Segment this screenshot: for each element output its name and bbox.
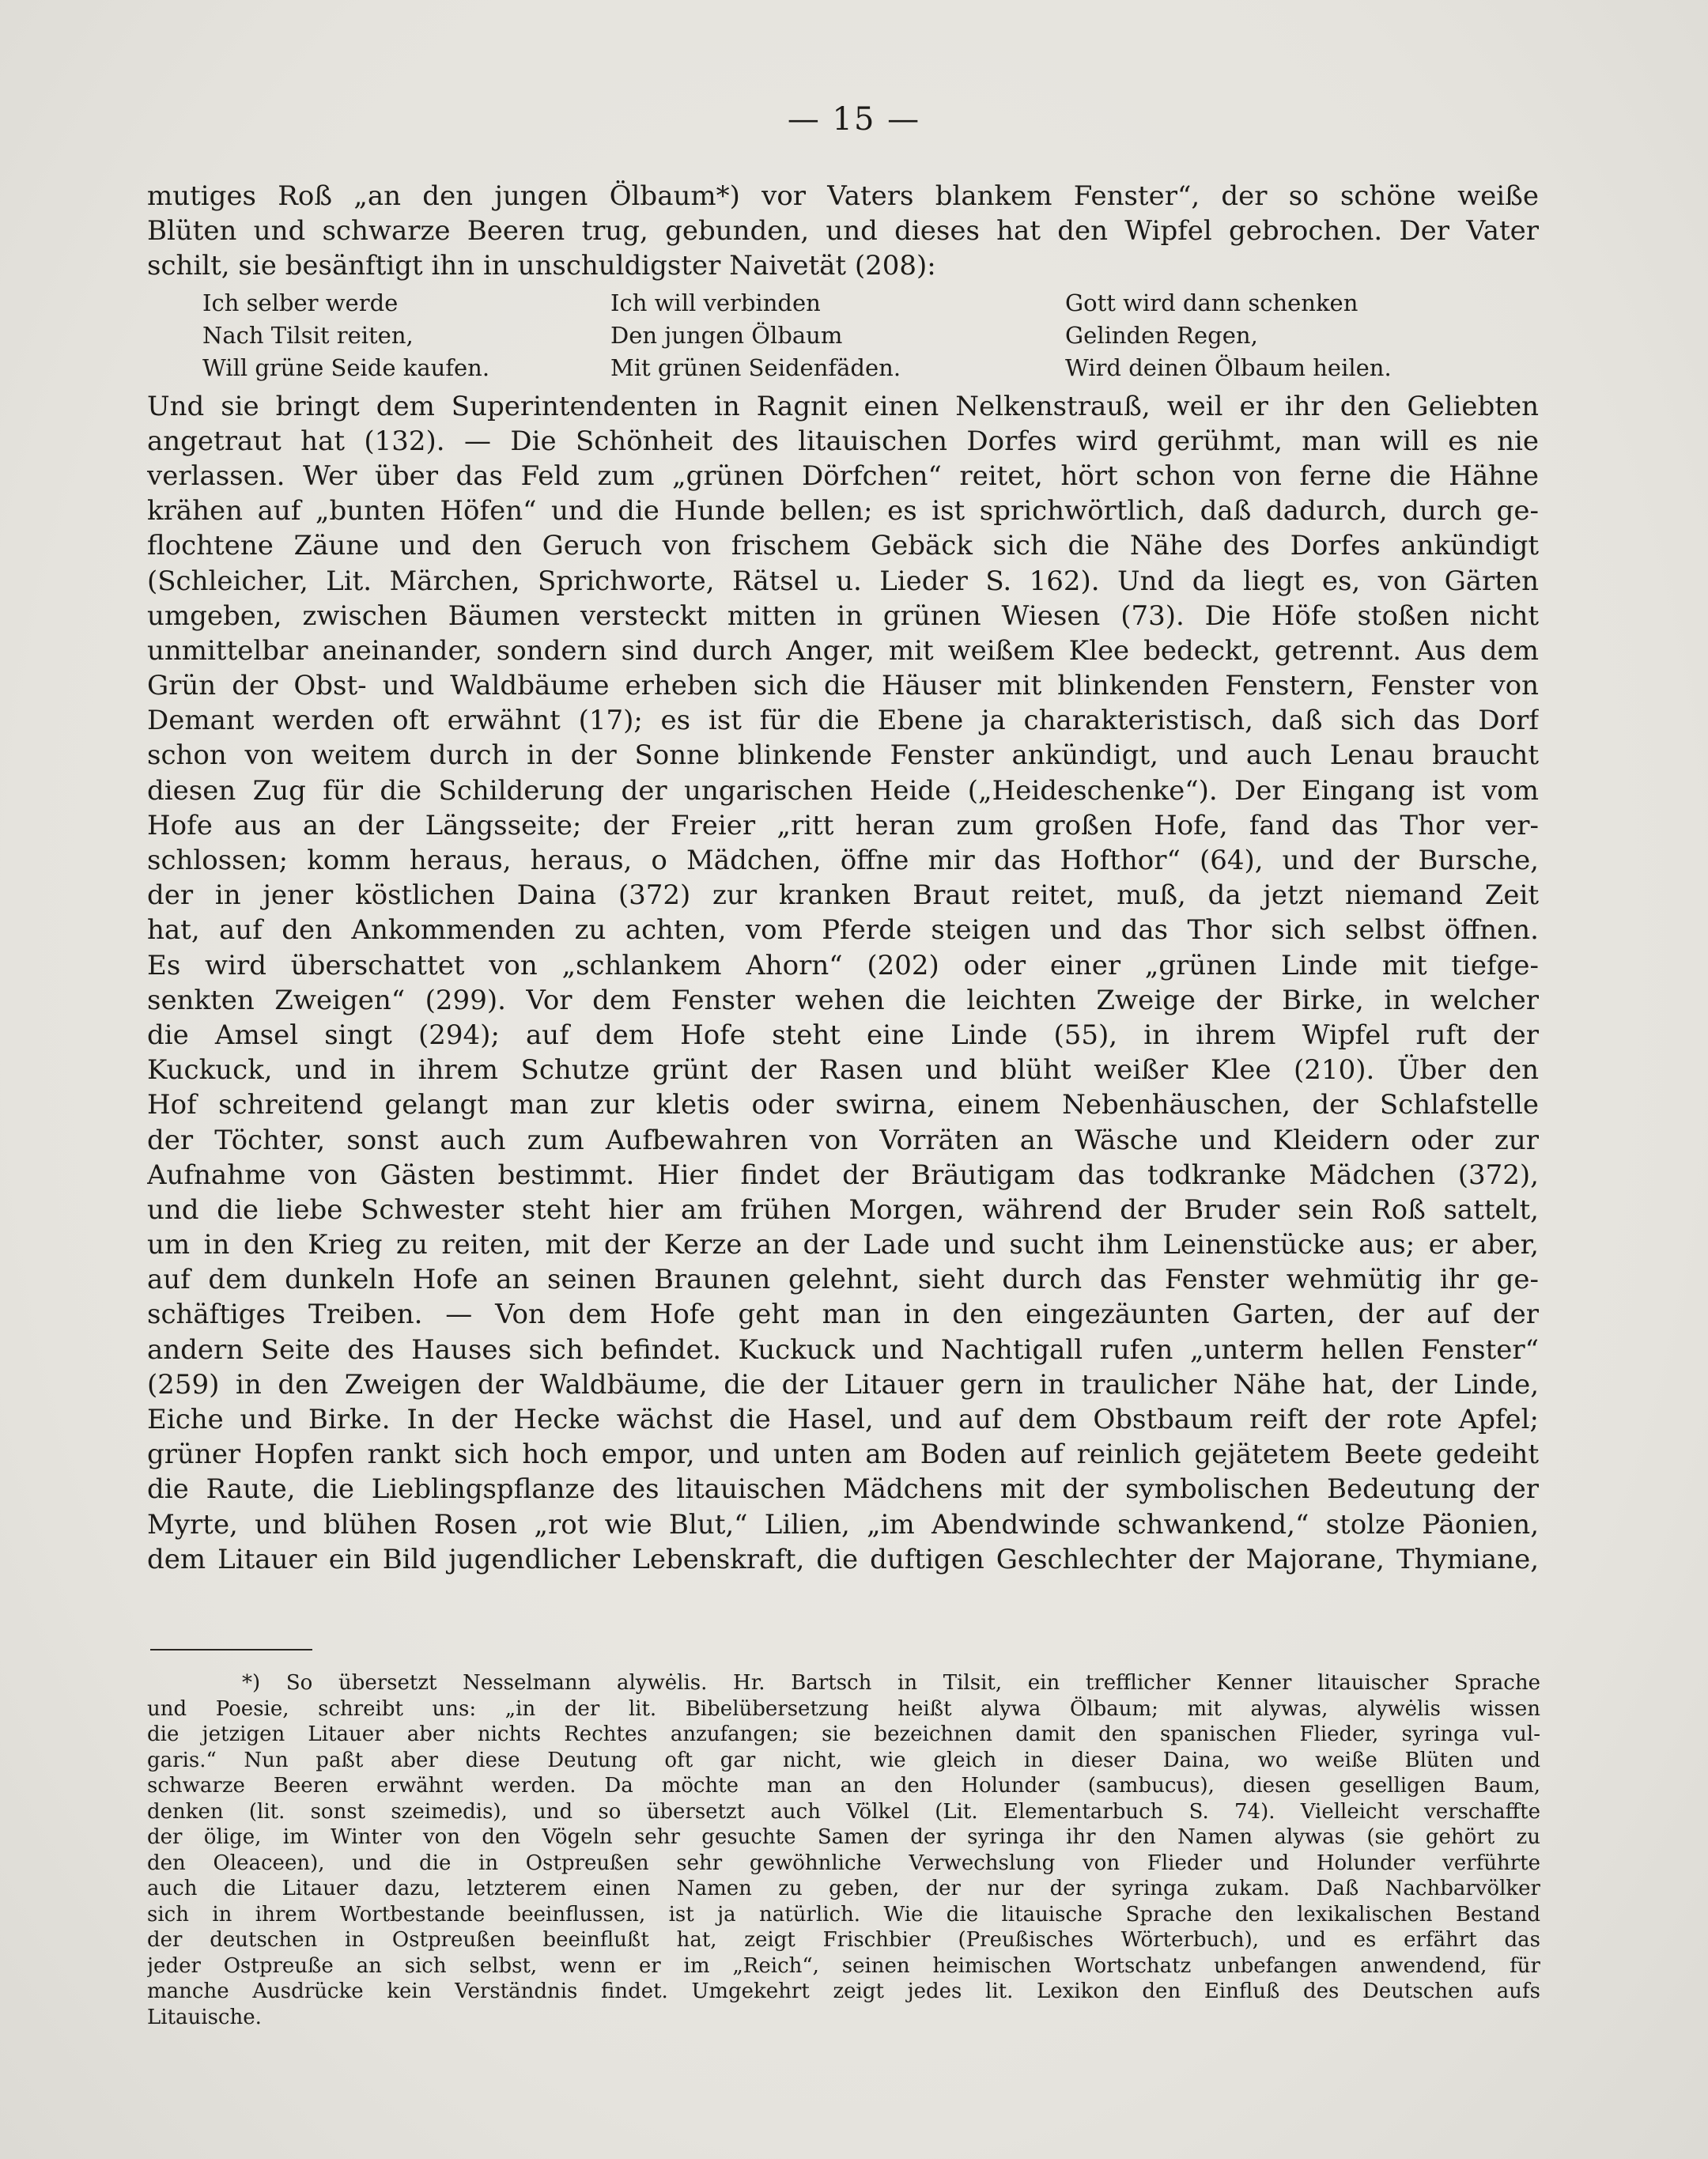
text-line: hat, auf den Ankommenden zu achten, vom Pferde steigen und das Thor sich selbst öffnen.	[147, 914, 1539, 947]
text-line: Und sie bringt dem Superintendenten in Ragnit einen Nelkenstrauß, weil er ihr den Geliebten	[147, 390, 1539, 422]
text-line: schilt, sie besänftigt ihn in unschuldigster Naivetät (208):	[147, 250, 936, 282]
verse-row	[147, 352, 1539, 384]
text-line: andern Seite des Hauses sich befindet. Kuckuck und Nachtigall rufen „unterm hellen Fenster“	[147, 1333, 1539, 1366]
verse-line: Den jungen Ölbaum	[610, 321, 843, 349]
text-line: auf dem dunkeln Hofe an seinen Braunen gelehnt, sieht durch das Fenster wehmütig ihr ge-	[147, 1264, 1539, 1296]
verse-row	[147, 287, 1539, 320]
text-line: schlossen; komm heraus, heraus, o Mädchen, öffne mir das Hofthor“ (64), und der Bursche,	[147, 845, 1539, 876]
footnote-line: und Poesie, schreibt uns: „in der lit. Bibelübersetzung heißt alywa Ölbaum; mit alywas, alywėlis wissen	[147, 1696, 1540, 1721]
verse-line: Gelinden Regen,	[1065, 321, 1258, 349]
footnote-line: garis.“ Nun paßt aber diese Deutung oft gar nicht, wie gleich in dieser Daina, wo weiße Blüten und	[147, 1748, 1540, 1772]
text-line: senkten Zweigen“ (299). Vor dem Fenster wehen die leichten Zweige der Birke, in welcher	[147, 984, 1539, 1016]
text-line: dem Litauer ein Bild jugendlicher Lebenskraft, die duftigen Geschlechter der Majorane, Thymiane,	[147, 1543, 1539, 1575]
text-line: der in jener köstlichen Daina (372) zur kranken Braut reitet, muß, da jetzt niemand Zeit	[147, 879, 1539, 912]
text-line: schäftiges Treiben. — Von dem Hofe geht man in den eingezäunten Garten, der auf der	[147, 1299, 1539, 1331]
text-line: die Raute, die Lieblingspflanze des litauischen Mädchens mit der symbolischen Bedeutung der	[147, 1473, 1539, 1506]
text-line: flochtene Zäune und den Geruch von frischem Gebäck sich die Nähe des Dorfes ankündigt	[147, 530, 1539, 562]
text-line: grüner Hopfen rankt sich hoch empor, und unten am Boden auf reinlich gejätetem Beete gedeiht	[147, 1439, 1539, 1471]
footnote-line: der deutschen in Ostpreußen beeinflußt hat, zeigt Frischbier (Preußisches Wörterbuch), und es erfährt das	[147, 1928, 1540, 1952]
footnote-line: *) So übersetzt Nesselmann alywėlis. Hr. Bartsch in Tilsit, ein trefflicher Kenner litauischer Sprache	[242, 1671, 1540, 1695]
verse-line: Will grüne Seide kaufen.	[202, 354, 490, 381]
text-line: schon von weitem durch in der Sonne blinkende Fenster ankündigt, und auch Lenau braucht	[147, 739, 1539, 772]
footnote-line: jeder Ostpreuße an sich selbst, wenn er im „Reich“, seinen heimischen Wortschatz unbefangen anwendend, für	[147, 1953, 1540, 1978]
verse-line: Nach Tilsit reiten,	[202, 321, 414, 349]
footnote-line: sich in ihrem Wortbestande beeinflussen, ist ja natürlich. Wie die litauische Sprache den lexikalischen Bestand	[147, 1902, 1540, 1926]
text-line: um in den Krieg zu reiten, mit der Kerze an der Lade und sucht ihm Leinenstücke aus; er aber,	[147, 1229, 1539, 1261]
text-line: Demant werden oft erwähnt (17); es ist für die Ebene ja charakteristisch, daß sich das Dorf	[147, 705, 1539, 737]
main-text	[147, 179, 1539, 1577]
verse-line: Ich selber werde	[202, 289, 399, 316]
text-line: (Schleicher, Lit. Märchen, Sprichworte, Rätsel u. Lieder S. 162). Und da liegt es, von Gärten	[147, 565, 1539, 597]
verse-line: Mit grünen Seidenfäden.	[610, 354, 901, 381]
verse-row	[147, 320, 1539, 352]
footnote-line: der ölige, im Winter von den Vögeln sehr gesuchte Samen der syringa ihr den Namen alywas (sie gehört zu	[147, 1825, 1540, 1849]
text-line: der Töchter, sonst auch zum Aufbewahren von Vorräten an Wäsche und Kleidern oder zur	[147, 1124, 1539, 1156]
text-line: Eiche und Birke. In der Hecke wächst die Hasel, und auf dem Obstbaum reift der rote Apfel;	[147, 1404, 1539, 1435]
verse-block	[147, 287, 1539, 384]
text-line: unmittelbar aneinander, sondern sind durch Anger, mit weißem Klee bedeckt, getrennt. Aus dem	[147, 634, 1539, 667]
text-line: Myrte, und blühen Rosen „rot wie Blut,“ Lilien, „im Abendwinde schwankend,“ stolze Päonien,	[147, 1508, 1539, 1541]
verse-line: Wird deinen Ölbaum heilen.	[1065, 354, 1392, 381]
text-line: mutiges Roß „an den jungen Ölbaum*) vor Vaters blankem Fenster“, der so schöne weiße	[147, 180, 1539, 212]
footnote-line: Litauische.	[147, 2005, 262, 2029]
text-line: Es wird überschattet von „schlankem Ahorn“ (202) oder einer „grünen Linde mit tiefge-	[147, 949, 1539, 981]
text-line: und die liebe Schwester steht hier am frühen Morgen, während der Bruder sein Roß sattelt,	[147, 1193, 1539, 1226]
footnote-line: schwarze Beeren erwähnt werden. Da möchte man an den Holunder (sambucus), diesen geselligen Baum,	[147, 1774, 1540, 1798]
text-line: (259) in den Zweigen der Waldbäume, die der Litauer gern in traulicher Nähe hat, der Linde,	[147, 1368, 1539, 1401]
text-line: diesen Zug für die Schilderung der ungarischen Heide („Heideschenke“). Der Eingang ist vom	[147, 774, 1539, 807]
text-line: umgeben, zwischen Bäumen versteckt mitten in grünen Wiesen (73). Die Höfe stoßen nicht	[147, 599, 1539, 632]
text-line: Grün der Obst- und Waldbäume erheben sich die Häuser mit blinkenden Fenstern, Fenster von	[147, 670, 1539, 702]
footnote-line: denken (lit. sonst szeimedis), und so übersetzt auch Völkel (Lit. Elementarbuch S. 74). Vielleicht verschaffte	[147, 1799, 1540, 1824]
text-line: Hofe aus an der Längsseite; der Freier „ritt heran zum großen Hofe, fand das Thor ver-	[147, 809, 1539, 841]
text-line: verlassen. Wer über das Feld zum „grünen Dörfchen“ reitet, hört schon von ferne die Hähne	[147, 459, 1539, 492]
text-line: Hof schreitend gelangt man zur kletis oder swirna, einem Nebenhäuschen, der Schlafstelle	[147, 1089, 1539, 1121]
text-line: Blüten und schwarze Beeren trug, gebunden, und dieses hat den Wipfel gebrochen. Der Vater	[147, 215, 1539, 248]
text-line: Kuckuck, und in ihrem Schutze grünt der Rasen und blüht weißer Klee (210). Über den	[147, 1054, 1539, 1087]
footnote-line: auch die Litauer dazu, letzterem einen Namen zu geben, der nur der syringa zukam. Daß Nachbarvölker	[147, 1877, 1540, 1900]
verse-line: Gott wird dann schenken	[1065, 289, 1358, 316]
footnote-line: den Oleaceen), und die in Ostpreußen sehr gewöhnliche Verwechslung von Flieder und Holunder verführte	[147, 1851, 1540, 1875]
text-line: die Amsel singt (294); auf dem Hofe steht eine Linde (55), in ihrem Wipfel ruft der	[147, 1019, 1539, 1051]
footnote-line: manche Ausdrücke kein Verständnis findet. Umgekehrt zeigt jedes lit. Lexikon den Einfluß des Deutschen aufs	[147, 1979, 1540, 2003]
paragraph-continuation	[147, 389, 1539, 1577]
text-line: Aufnahme von Gästen bestimmt. Hier findet der Bräutigam das todkranke Mädchen (372),	[147, 1159, 1539, 1191]
footnote-line: die jetzigen Litauer aber nichts Rechtes anzufangen; sie bezeichnen damit den spanischen Flieder, syringa vul-	[147, 1722, 1540, 1746]
footnote	[147, 1670, 1540, 2030]
verse-line: Ich will verbinden	[610, 289, 821, 316]
text-line: angetraut hat (132). — Die Schönheit des litauischen Dorfes wird gerühmt, man will es nie	[147, 425, 1539, 457]
page-number: — 15 —	[787, 101, 921, 138]
text-line: krähen auf „bunten Höfen“ und die Hunde bellen; es ist sprichwörtlich, daß dadurch, durch ge-	[147, 495, 1539, 527]
footnote-rule	[150, 1649, 312, 1650]
